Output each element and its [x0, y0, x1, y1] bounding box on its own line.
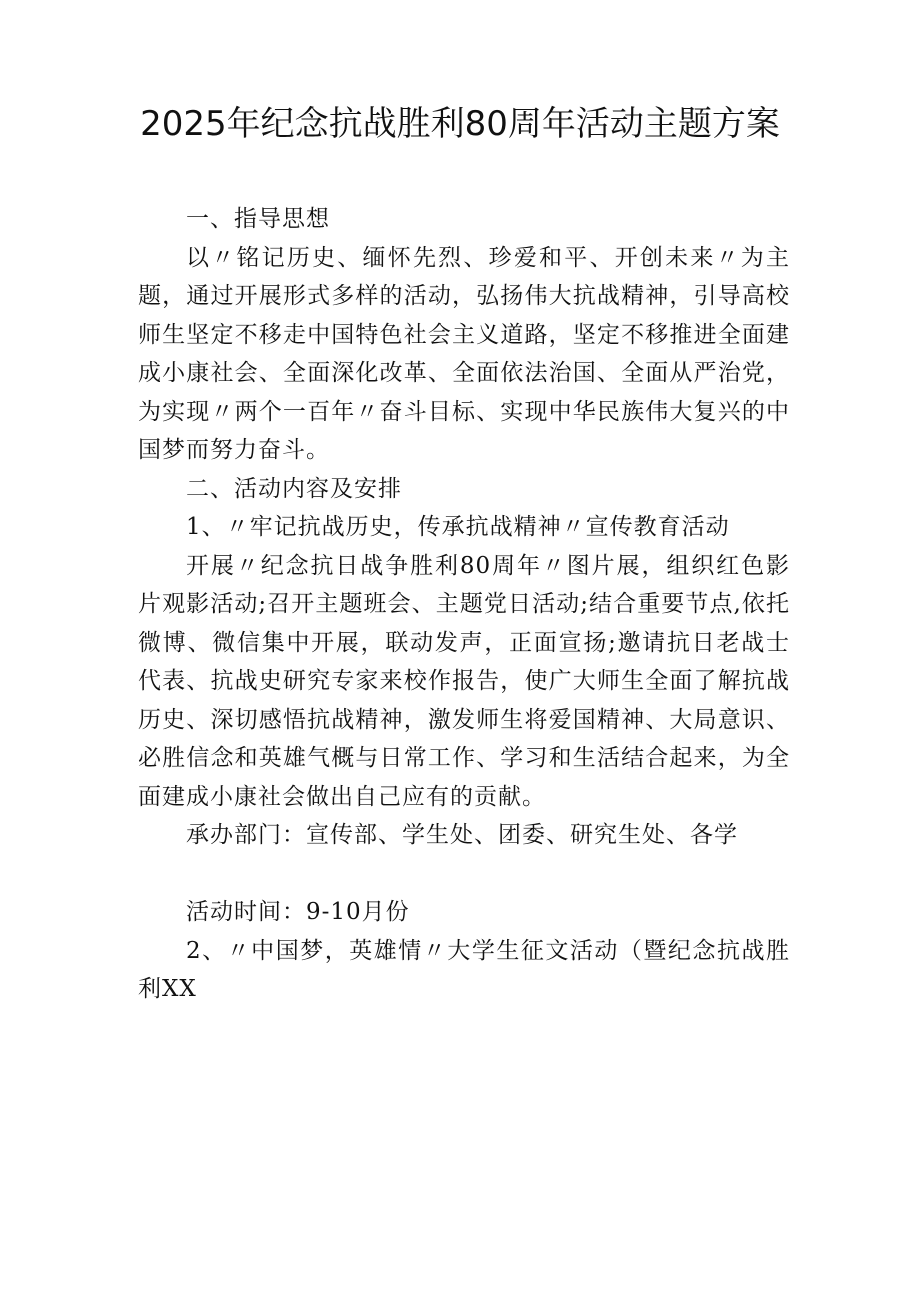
paragraph-guiding-ideology: 以〃铭记历史、缅怀先烈、珍爱和平、开创未来〃为主题，通过开展形式多样的活动，弘扬伟大抗战精神，引导高校师生坚定不移走中国特色社会主义道路，坚定不移推进全面建成小康社会、全面深化改革、全面依法治国、全面从严治党，为实现〃两个一百年〃奋斗目标、实现中华民族伟大复兴的中国梦而努力奋斗。	[138, 244, 790, 463]
activity-1-heading: 1、〃牢记抗战历史，传承抗战精神〃宣传教育活动	[186, 514, 730, 540]
section-heading-guiding-ideology: 一、指导思想	[186, 206, 330, 232]
section-heading-activities: 二、活动内容及安排	[186, 475, 402, 502]
document-body	[138, 200, 790, 1009]
blank-line	[138, 855, 790, 894]
document-title: 2025年纪念抗战胜利80周年活动主题方案	[140, 104, 780, 144]
activity-1-organizers: 承办部门：宣传部、学生处、团委、研究生处、各学	[186, 822, 738, 848]
activity-1-description: 开展〃纪念抗日战争胜利80周年〃图片展，组织红色影片观影活动;召开主题班会、主题党日活动;结合重要节点,依托微博、微信集中开展，联动发声，正面宣扬;邀请抗日老战士代表、抗战史研究专家来校作报告，使广大师生全面了解抗战历史、深切感悟抗战精神，激发师生将爱国精神、大局意识、必胜信念和英雄气概与日常工作、学习和生活结合起来，为全面建成小康社会做出自己应有的贡献。	[138, 552, 790, 810]
activity-2-heading: 2、〃中国梦，英雄情〃大学生征文活动（暨纪念抗战胜利XX	[138, 937, 790, 1002]
activity-1-time: 活动时间：9-10月份	[186, 899, 410, 925]
